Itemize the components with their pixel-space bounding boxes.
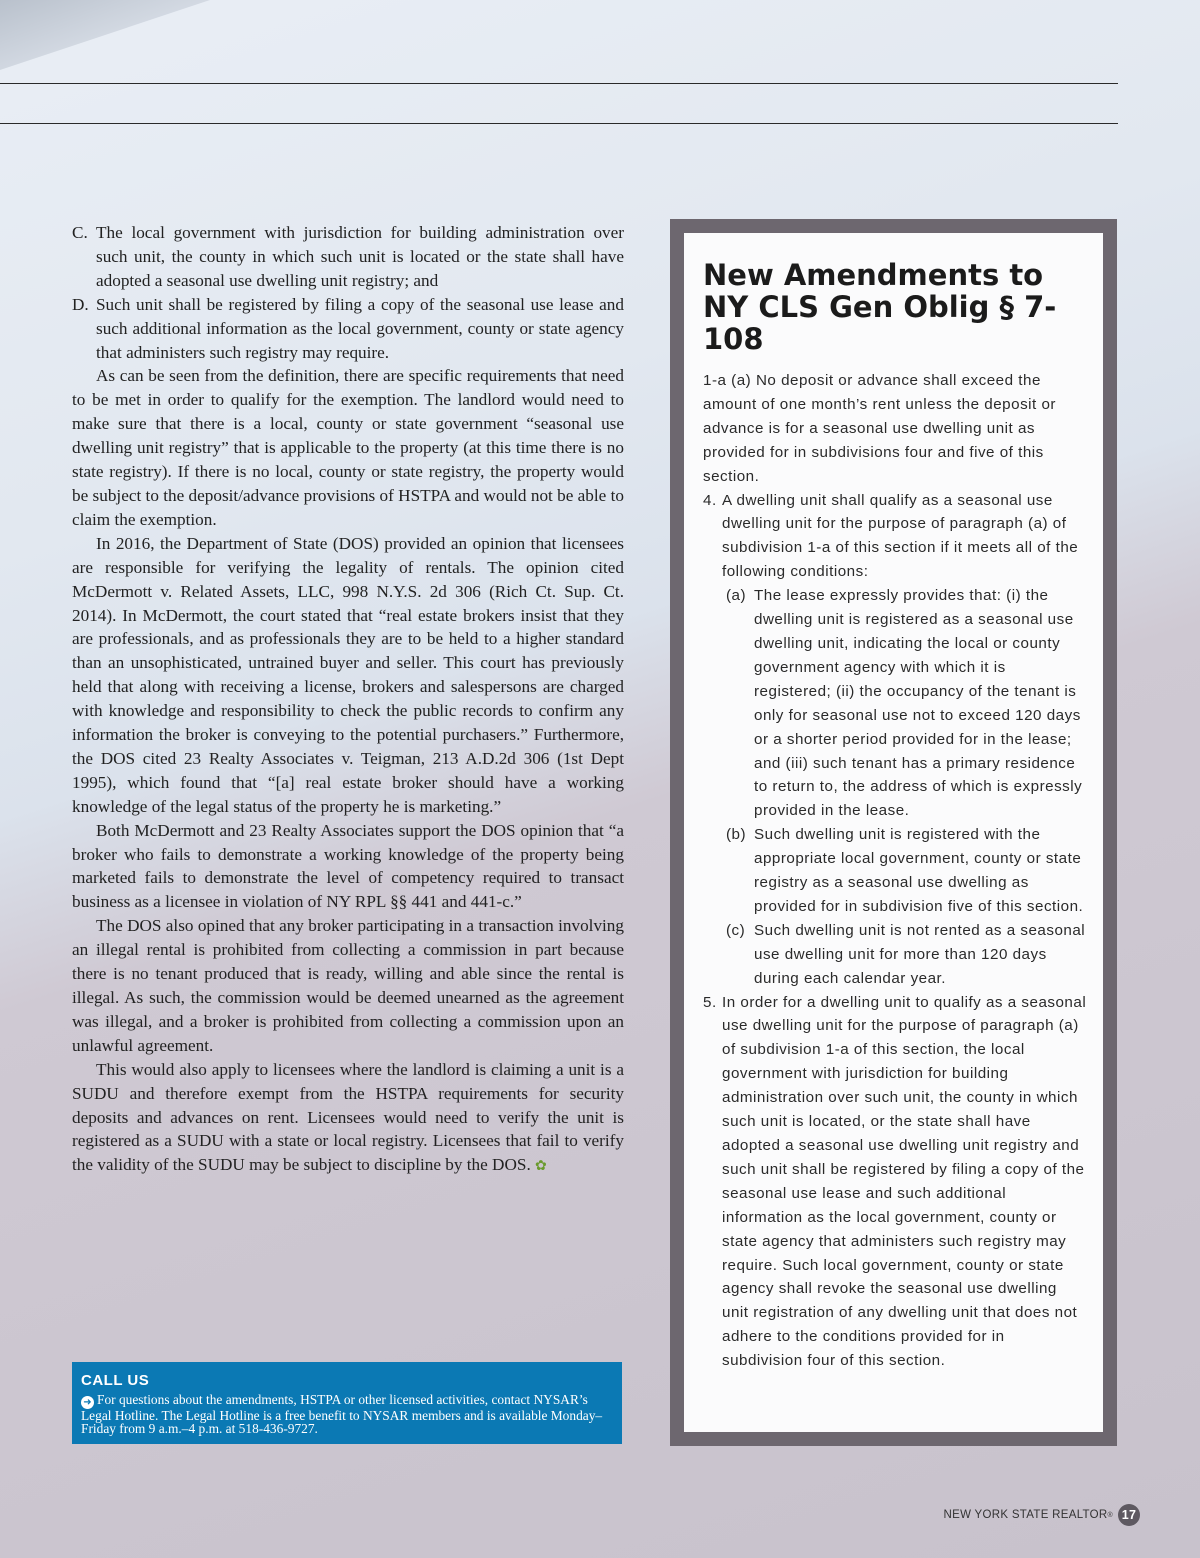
call-us-box	[72, 1362, 622, 1444]
sidebar-subitem-a	[703, 584, 1087, 823]
sidebar-intro: 1-a (a) No deposit or advance shall exceed the amount of one month’s rent unless the deposit or advance is for a seasonal use dwelling unit as provided for in subdivisions four and five of this section.	[703, 372, 1056, 485]
page-footer	[944, 1504, 1140, 1526]
amendments-sidebar	[670, 219, 1117, 1446]
item-text: A dwelling unit shall qualify as a seasonal use dwelling unit for the purpose of paragraph (a) of subdivision 1-a of this section if it meets all of the following conditions:	[722, 491, 1079, 581]
list-text: Such unit shall be registered by filing a copy of the seasonal use lease and such additional information as the local government, county or state agency that administers such registry may require.	[96, 294, 624, 362]
subitem-text: Such dwelling unit is registered with the appropriate local government, county or state registry as a seasonal use dwelling as provided for in subdivision five of this section.	[754, 826, 1084, 915]
end-mark-icon: ✿	[535, 1159, 547, 1175]
list-item-c	[72, 221, 624, 293]
subitem-marker: (b)	[726, 826, 747, 844]
list-text: The local government with jurisdiction for building administration over such unit, the county in which such unit is located or the state shall have adopted a seasonal use dwelling unit registry; and	[96, 223, 624, 290]
subitem-marker: (c)	[726, 921, 746, 939]
registered-mark: ®	[1107, 1511, 1113, 1519]
sidebar-item-5	[703, 991, 1087, 1374]
list-marker: C.	[72, 223, 88, 242]
article-paragraph: In 2016, the Department of State (DOS) provided an opinion that licensees are responsible for verifying the legality of rentals. The opinion cited McDermott v. Related Assets, LLC, 998 N.Y.S. 2d 306 (Rich Ct. Sup. Ct. 2014). In McDermott, the court stated that “real estate brokers insist that they are professionals, and as professionals they are to be held to a higher standard than an unsophisticated, untrained buyer and seller. This court has previously held that along with receiving a license, brokers and salespersons are charged with knowledge and responsibility to check the public records to confirm any information the broker is conveying to the potential purchasers.” Furthermore, the DOS cited 23 Realty Associates v. Teigman, 213 A.D.2d 306 (1st Dept 1995), which found that “[a] real estate broker should have a working knowledge of the legal status of the property he is marketing.”	[72, 533, 624, 816]
sidebar-text	[703, 369, 1087, 1373]
call-us-text: For questions about the amendments, HSTPA or other licensed activities, contact NYSAR’s Legal Hotline. The Legal Hotline is a free benefit to NYSAR members and is available Monday–Friday from 9 a.m.–4 p.m. at 518-436-9727.	[81, 1392, 603, 1437]
header-rule-bottom	[0, 123, 1118, 124]
article-paragraph: Both McDermott and 23 Realty Associates support the DOS opinion that “a broker who fails to demonstrate a working knowledge of the property being marketed fails to demonstrate the level of competency required to transact business as a licensee in violation of NY RPL §§ 441 and 441-c.”	[72, 820, 624, 912]
page-number: 17	[1118, 1504, 1140, 1526]
item-text: In order for a dwelling unit to qualify as a seasonal use dwelling unit for the purpose of paragraph (a) of subdivision 1-a of this section, the local government with jurisdiction for building administration over such unit, the county in which such unit is located, or the state shall have adopted a seasonal use dwelling unit registry and such unit shall be registered by filing a copy of the seasonal use lease and such additional information as the local government, county or state agency that administers such registry may require. Such local government, county or state agency shall revoke the seasonal use dwelling unit registration of any dwelling unit that does not adhere to the conditions provided for in subdivision four of this section.	[722, 993, 1087, 1370]
sidebar-subitem-c	[703, 919, 1087, 991]
article-paragraph: The DOS also opined that any broker participating in a transaction involving an illegal rental is prohibited from collecting a commission in part because there is no tenant produced that is ready, willing and able since the rental is illegal. As such, the commission would be deemed unearned as the agreement was illegal, and a broker is prohibited from collecting a commission upon an unlawful agreement.	[72, 916, 624, 1055]
list-item-d	[72, 293, 624, 365]
header-rule-top	[0, 83, 1118, 84]
call-us-body	[81, 1393, 613, 1436]
publication-name: NEW YORK STATE REALTOR	[943, 1509, 1108, 1521]
subitem-text: The lease expressly provides that: (i) the dwelling unit is registered as a seasonal use dwelling unit, indicating the local or county government agency with which it is registered; (ii) the occupancy of the tenant is only for seasonal use not to exceed 120 days or a shorter period provided for in the lease; and (iii) such tenant has a primary residence to return to, the address of which is expressly provided in the lease.	[754, 587, 1083, 820]
arrow-right-icon: ➜	[81, 1396, 94, 1409]
sidebar-subitem-b	[703, 823, 1087, 919]
item-marker: 4.	[703, 491, 717, 509]
article-paragraph-text: This would also apply to licensees where the landlord is claiming a unit is a SUDU and therefore exempt from the HSTPA requirements for security deposits and advances on rent. Licensees would need to verify the unit is registered as a SUDU with a state or local registry. Licensees that fail to verify the validity of the SUDU may be subject to discipline by the DOS.	[72, 1059, 624, 1175]
article-paragraph-last	[72, 1058, 624, 1180]
subitem-text: Such dwelling unit is not rented as a seasonal use dwelling unit for more than 120 days during each calendar year.	[754, 921, 1086, 987]
sidebar-panel	[684, 233, 1103, 1432]
page-corner-decoration	[0, 0, 210, 70]
article-paragraph: As can be seen from the definition, there are specific requirements that need to be met in order to qualify for the exemption. The landlord would need to make sure that there is a local, county or state government “seasonal use dwelling unit registry” that is applicable to the property (at this time there is no state registry). If there is no local, county or state registry, the property would be subject to the deposit/advance provisions of HSTPA and would not be able to claim the exemption.	[72, 366, 624, 529]
list-marker: D.	[72, 294, 89, 314]
subitem-marker: (a)	[726, 587, 747, 605]
item-marker: 5.	[703, 993, 717, 1011]
call-us-title: CALL US	[81, 1372, 150, 1389]
sidebar-title: New Amendments to NY CLS Gen Oblig § 7-108	[703, 258, 1057, 356]
article-column	[72, 221, 624, 1179]
sidebar-item-4	[703, 489, 1087, 585]
